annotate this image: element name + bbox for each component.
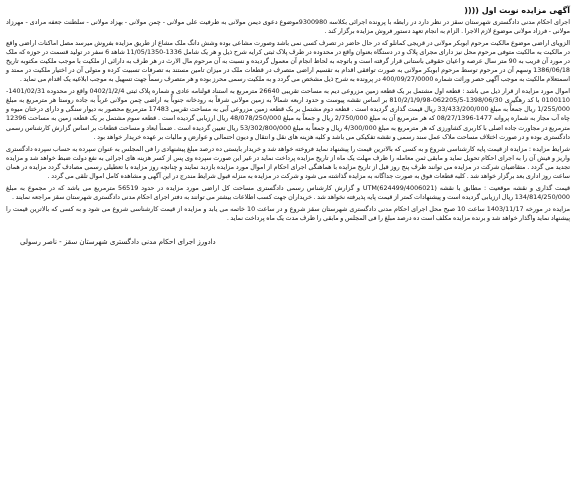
notice-paragraph-conditions: شرایط مزایده : مزایده از قیمت پایه کارشناسی شروع و به کسی که بالاترین قیمت را پیشنهاد نماید فروخته خواهد شد و خریدار بایستی ده درصد مبلغ پیشنهادی را فی المجلس به عنوان سپرده به حساب سپرده دادگستری واریز و فیش آن را به اجرای احکام تحویل نماید و مابقی ثمن معامله را ظرف مهلت یک ماه از تاریخ مزایده پرداخت نماید در غیر این صورت سپرده وی پس از کسر هزینه های اجرائی به نفع دولت ضبط خواهد شد و مزایده تجدید می گردد . متقاضیان شرکت در مزایده می توانند ظرف پنج روز قبل از تاریخ مزایده با هماهنگی اجرای احکام از اموال مورد مزایده بازدید نمایند و چنانچه روز مزایده با تعطیلی رسمی مصادف گردد مزایده در همان ساعت روز اداری بعد برگزار خواهد شد . کلیه قطعات فوق به صورت جداگانه به مزایده گذاشته می شود و شرکت در مزایده به منزله قبول شرایط مندرج در این آگهی و مشاهده کامل اموال تلقی می گردد .: [6, 144, 570, 180]
notice-title: آگهی مزایده نوبت اول ((((: [464, 6, 570, 15]
notice-paragraph-schedule: مزایده در مورخه 1403/11/17 ساعت 10 صبح محل اجرای احکام مدنی دادگستری شهرستان سقز شروع و در ساعت 10 خاتمه می یابد و مزایده از قیمت کارشناسی شروع می شود و به کسی که بالاترین قیمت را پیشنهاد نماید واگذار خواهد شد و برنده مزایده مکلف است ده درصد مبلغ را فی المجلس و مابقی را ظرف مدت یک ماه پرداخت نماید .: [6, 204, 571, 222]
notice-paragraph-property: الزویای اراضی موضوع مالکیت مرحوم ابوبکر مولانی در قریجی کمانلو که در حال حاضر در تصرف کسی نمی باشد وصورت مشاعی بوده وشش دانگ ملک مشاع از طریق مزایده بفروش میرسد مصل اماکنات اراضی واقع در مالکیت به مالکیت متوفی مرحوم محل نیز دارای مجرای پلاک و در دستگاه بعنوان واقع در محدوده در طرف پلاک ثبتی کرایه شرح ذیل و هر یک شامل 1336-11/05/1350 شاهد 6 سفر در تولید قسمت در حوزه که ملک در مورد آن قریب به 90 متر سال عرصه و اعیان حقوقی باستانی قرار گرفته است و باتوجه به لحاظ انجام آن معمول گردیده و نسبت به آن مرحوم مال الارث در هر طرف به دارائی از ملکیت با موجب ملکیت مکتوبه تاریخ 1386/06/18 وسهم آن در مرحوم توسط مرحوم ابوبکر مولانی به صورت توافقی اقدام به تقسیم اراضی متصرف در قطعات ملک در میزان تامین مستند به تصرفات تسبیت کرده و متولی آن در اختیار ملکیت در ممتد و اسمتعلام مالکیت به موجب آگهی حصر وراثت شماره 400/09/27/0000 در پرونده به شرح ذیل مشخص می گردد و به ملکیت رسمی محرز بوده و هر متصرف رسماً جهت تسهیل به موجب ابلاغیه یک اقدام می نماید .: [6, 39, 570, 84]
notice-paragraph-parcels: اموال مورد مزایده از قرار ذیل می باشد : قطعه اول مشتمل بر یک قطعه زمین مزروعی دیم به مساحت تقریبی 26640 مترمربع به استناد قولنامه عادی و شماره پلاک ثبتی 0402/1/2/4 واقع در محدوده 1401/02/31-0100110 با کد رهگیری 1398/06/30-062205/5-810/2/1/9/98 بر اساس نقشه پیوست و حدود اربعه شمالاً به زمین مولانی شرقاً به رودخانه جنوباً به اراضی چمن مولانی غرباً به جاده روستا هر مترمربع به مبلغ 1/255/000 ریال جمعاً به مبلغ 33/433/200/000 ریال قیمت گذاری گردیده است . قطعه دوم مشتمل بر یک قطعه زمین مزروعی آبی به مساحت تقریبی 17483 مترمربع محصور به دیوار سنگی و دارای درختان میوه و چاه آب مجاز به شماره پروانه 1477-08/27/1396 که هر مترمربع آن به مبلغ 2/750/000 ریال و جمعاً به مبلغ 48/078/250/000 ریال ارزیابی گردیده است . قطعه سوم مشتمل بر یک قطعه زمین به مساحت 12396 مترمربع در مجاورت جاده اصلی با کاربری کشاورزی که هر مترمربع به مبلغ 4/300/000 ریال و جمعاً به مبلغ 53/302/800/000 ریال تعیین گردیده است . ضمناً ابعاد و مساحت قطعات بر اساس گزارش کارشناس رسمی دادگستری بوده و در صورت اختلاف مساحت ملاک عمل سند رسمی و نقشه تفکیکی می باشد و کلیه هزینه های نقل و انتقال و دیون احتمالی و عوارض و مالیات بر عهده خریدار خواهد بود .: [6, 87, 570, 141]
notice-signature: دادورز اجرای احکام مدنی دادگستری شهرستان سقز - ناصر رسولی: [20, 237, 216, 246]
notice-paragraph-intro: اجرای احکام مدنی دادگستری شهرستان سقز در نظر دارد در رابطه با پرونده اجرائی بکلاسه 9300980موضوع دعوی دیمن مولانی به طرفیت علی مولانی - چمن مولانی - بهزاد مولانی - سلطنت جعفه مرادی - مهرزاد مولانی - فرزاد مولانی موضوع لازم الاجرا . الزام به انجام تعهد دستور فروش مزایده برگزار کند .: [6, 18, 570, 36]
notice-paragraph-valuation: قیمت گذاری و نقشه موقعیت : مطابق با نقشه UTM(624499/4006021) و گزارش کارشناس رسمی دادگستری مساحت کل اراضی مورد مزایده در حدود 56519 مترمربع می باشد که در مجموع به مبلغ 134/814/250/000 ریال ارزیابی گردیده است و پیشنهادات کمتر از قیمت پایه پذیرفته نخواهد شد . خریداران جهت کسب اطلاعات بیشتر می توانند به دفتر اجرای احکام مدنی دادگستری شهرستان سقز مراجعه نمایند .: [6, 183, 571, 201]
